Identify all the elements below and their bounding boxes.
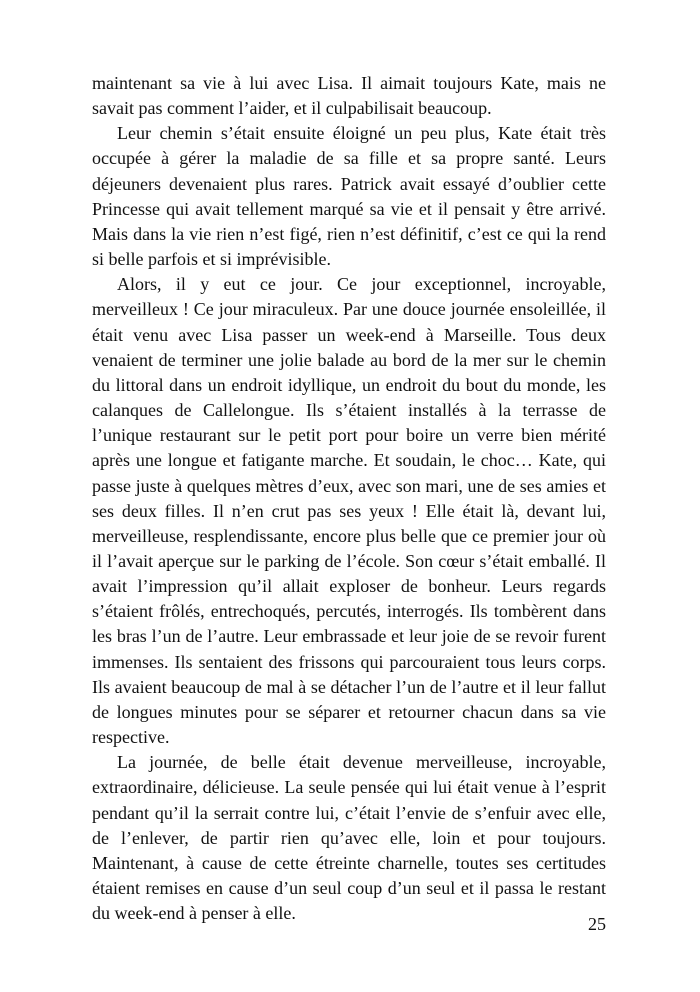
page-body — [92, 71, 606, 926]
paragraph: Alors, il y eut ce jour. Ce jour exceptionnel, incroyable, merveilleux ! Ce jour miraculeux. Par une douce journée ensoleillée, il était venu avec Lisa passer un week-end à Marseille. Tous deux venaient de terminer une jolie balade au bord de la mer sur le chemin du littoral dans un endroit idyllique, un endroit du bout du monde, les calanques de Callelongue. Ils s’étaient installés à la terrasse de l’unique restaurant sur le petit port pour boire un verre bien mérité après une longue et fatigante marche. Et soudain, le choc… Kate, qui passe juste à quelques mètres d’eux, avec son mari, une de ses amies et ses deux filles. Il n’en crut pas ses yeux ! Elle était là, devant lui, merveilleuse, resplendissante, encore plus belle que ce premier jour où il l’avait aperçue sur le parking de l’école. Son cœur s’était emballé. Il avait l’impression qu’il allait exploser de bonheur. Leurs regards s’étaient frôlés, entrechoqués, percutés, interrogés. Ils tombèrent dans les bras l’un de l’autre. Leur embrassade et leur joie de se revoir furent immenses. Ils sentaient des frissons qui parcouraient tous leurs corps. Ils avaient beaucoup de mal à se détacher l’un de l’autre et il leur fallut de longues minutes pour se séparer et retourner chacun dans sa vie respective. — [92, 274, 606, 748]
paragraph: La journée, de belle était devenue merveilleuse, incroyable, extraordinaire, délicieuse. La seule pensée qui lui était venue à l’esprit pendant qu’il la serrait contre lui, c’était l’envie de s’enfuir avec elle, de l’enlever, de partir rien qu’avec elle, loin et pour toujours. Maintenant, à cause de cette étreinte charnelle, toutes ses certitudes étaient remises en cause d’un seul coup d’un seul et il passa le restant du week-end à penser à elle. — [92, 752, 606, 924]
paragraph-continuation: maintenant sa vie à lui avec Lisa. Il aimait toujours Kate, mais ne savait pas comment l’aider, et il culpabilisait beaucoup. — [92, 73, 606, 119]
paragraph: Leur chemin s’était ensuite éloigné un peu plus, Kate était très occupée à gérer la maladie de sa fille et sa propre santé. Leurs déjeuners devenaient plus rares. Patrick avait essayé d’oublier cette Princesse qui avait tellement marqué sa vie et il pensait y être arrivé. Mais dans la vie rien n’est figé, rien n’est définitif, c’est ce qui la rend si belle parfois et si imprévisible. — [92, 123, 606, 270]
page-number: 25 — [588, 914, 606, 934]
